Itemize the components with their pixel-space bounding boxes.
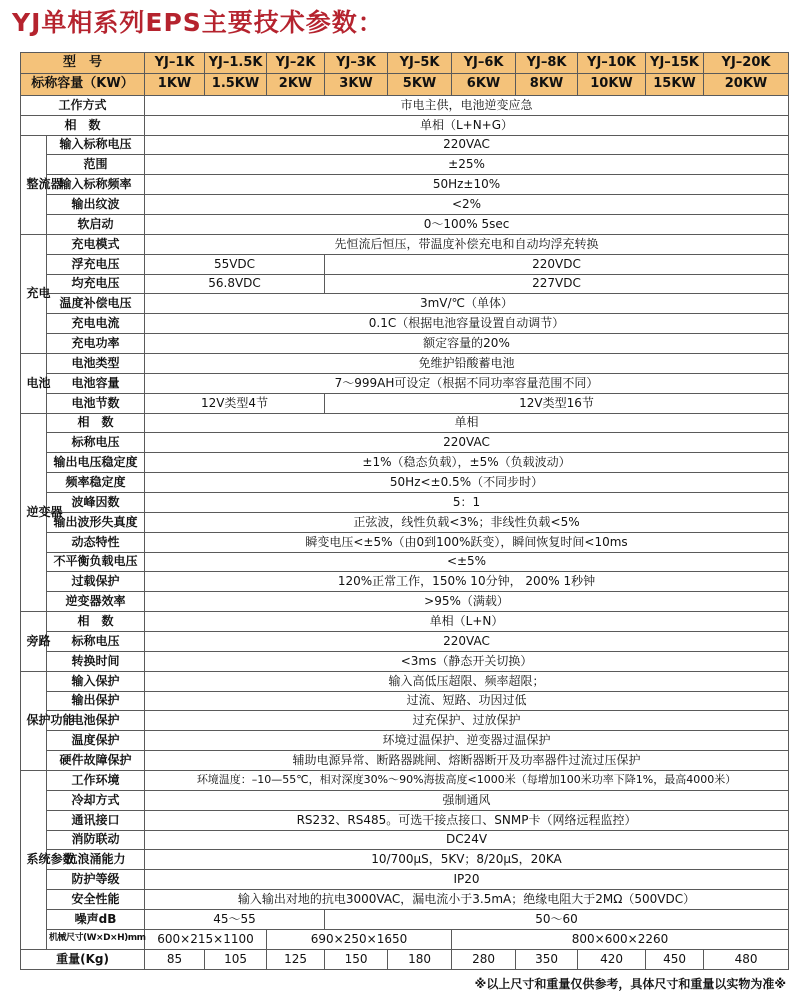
- spec-row: [21, 254, 789, 274]
- weight-cell: 420: [578, 949, 646, 969]
- model-cell: YJ–8K: [516, 53, 578, 74]
- row-value-small: 12V类型4节: [145, 393, 325, 413]
- dims-value: 800×600×2260: [452, 929, 789, 949]
- row-value: ±25%: [145, 155, 789, 175]
- weight-cell: 85: [145, 949, 205, 969]
- row-label: 充电电流: [47, 314, 145, 334]
- row-label: 充电模式: [47, 234, 145, 254]
- spec-row: [21, 532, 789, 552]
- row-value: 3mV/℃（单体）: [145, 294, 789, 314]
- row-value: 50Hz±10%: [145, 175, 789, 195]
- spec-row: [21, 135, 789, 155]
- spec-row: [21, 314, 789, 334]
- model-cell: YJ–1K: [145, 53, 205, 74]
- row-label: 重量(Kg): [21, 949, 145, 969]
- row-value: RS232、RS485。可选干接点接口、SNMP卡（网络远程监控）: [145, 810, 789, 830]
- spec-row: [21, 810, 789, 830]
- spec-row: [21, 870, 789, 890]
- spec-row: [21, 95, 789, 115]
- spec-row: [21, 453, 789, 473]
- row-value: 环境温度：–10—55℃，相对深度30%～90%海拔高度<1000米（每增加100米功率下降1%，最高4000米）: [145, 771, 789, 791]
- row-label: 电池类型: [47, 353, 145, 373]
- row-label: 硬件故障保护: [47, 751, 145, 771]
- page-title: YJ单相系列EPS主要技术参数：: [12, 8, 384, 37]
- row-value: 输入高低压超限、频率超限；: [145, 671, 789, 691]
- row-label: 输出波形失真度: [47, 512, 145, 532]
- spec-row: [21, 433, 789, 453]
- spec-row: [21, 751, 789, 771]
- row-value: 市电主供，电池逆变应急: [145, 95, 789, 115]
- row-value-small: 45～55: [145, 910, 325, 930]
- capacity-header-label: 标称容量（KW）: [21, 74, 145, 95]
- spec-row: [21, 929, 789, 949]
- row-label: 工作环境: [47, 771, 145, 791]
- row-value-large: 220VDC: [325, 254, 789, 274]
- spec-row: [21, 493, 789, 513]
- row-value: 先恒流后恒压，带温度补偿充电和自动均浮充转换: [145, 234, 789, 254]
- row-label: 消防联动: [47, 830, 145, 850]
- weight-cell: 280: [452, 949, 516, 969]
- spec-row: [21, 890, 789, 910]
- spec-row: [21, 572, 789, 592]
- row-label: 输出保护: [47, 691, 145, 711]
- weight-cell: 125: [267, 949, 325, 969]
- row-value: >95%（满载）: [145, 592, 789, 612]
- category-inverter: 逆变器: [21, 413, 47, 612]
- capacity-cell: 8KW: [516, 74, 578, 95]
- dims-value: 600×215×1100: [145, 929, 267, 949]
- row-label: 频率稳定度: [47, 473, 145, 493]
- header-row-models: [21, 53, 789, 74]
- row-value: 输入输出对地的抗电3000VAC，漏电流小于3.5mA；绝缘电阻大于2MΩ（500VDC）: [145, 890, 789, 910]
- capacity-cell: 1KW: [145, 74, 205, 95]
- spec-row: [21, 413, 789, 433]
- spec-row: [21, 612, 789, 632]
- model-cell: YJ–6K: [452, 53, 516, 74]
- row-value: 过流、短路、功因过低: [145, 691, 789, 711]
- row-label: 防护等级: [47, 870, 145, 890]
- capacity-cell: 2KW: [267, 74, 325, 95]
- category-rectifier: 整流器: [21, 135, 47, 234]
- capacity-cell: 10KW: [578, 74, 646, 95]
- row-label: 相 数: [47, 413, 145, 433]
- row-label: 不平衡负载电压: [47, 552, 145, 572]
- spec-row: [21, 910, 789, 930]
- spec-row: [21, 274, 789, 294]
- model-cell: YJ–3K: [325, 53, 388, 74]
- row-value: <±5%: [145, 552, 789, 572]
- row-value-large: 50～60: [325, 910, 789, 930]
- row-label: 噪声dB: [47, 910, 145, 930]
- spec-row: [21, 353, 789, 373]
- row-value: 0～100% 5sec: [145, 214, 789, 234]
- weight-cell: 180: [388, 949, 452, 969]
- weight-cell: 350: [516, 949, 578, 969]
- row-label: 充电功率: [47, 334, 145, 354]
- row-label: 软启动: [47, 214, 145, 234]
- row-value: 5：1: [145, 493, 789, 513]
- row-label: 抗浪涌能力: [47, 850, 145, 870]
- row-label: 相 数: [47, 612, 145, 632]
- row-label: 转换时间: [47, 651, 145, 671]
- model-cell: YJ–10K: [578, 53, 646, 74]
- row-label: 标称电压: [47, 632, 145, 652]
- row-label: 工作方式: [21, 95, 145, 115]
- model-cell: YJ–15K: [646, 53, 704, 74]
- row-label: 标称电压: [47, 433, 145, 453]
- row-value-small: 55VDC: [145, 254, 325, 274]
- spec-row: [21, 771, 789, 791]
- row-label: 通讯接口: [47, 810, 145, 830]
- row-label: 输入标称频率: [47, 175, 145, 195]
- category-bypass: 旁路: [21, 612, 47, 672]
- spec-row: [21, 473, 789, 493]
- row-label: 逆变器效率: [47, 592, 145, 612]
- weight-cell: 480: [704, 949, 789, 969]
- spec-row: [21, 711, 789, 731]
- row-value: 过充保护、过放保护: [145, 711, 789, 731]
- row-value: 220VAC: [145, 135, 789, 155]
- row-value: 额定容量的20%: [145, 334, 789, 354]
- row-label: 电池保护: [47, 711, 145, 731]
- row-value: 免维护铅酸蓄电池: [145, 353, 789, 373]
- spec-row: [21, 552, 789, 572]
- spec-row: [21, 592, 789, 612]
- row-value: 10/700μS，5KV；8/20μS，20KA: [145, 850, 789, 870]
- category-battery: 电池: [21, 353, 47, 413]
- row-value: 120%正常工作，150% 10分钟， 200% 1秒钟: [145, 572, 789, 592]
- capacity-cell: 3KW: [325, 74, 388, 95]
- row-value: ±1%（稳态负载），±5%（负载波动）: [145, 453, 789, 473]
- row-value: 单相: [145, 413, 789, 433]
- dims-value: 690×250×1650: [267, 929, 452, 949]
- row-value-small: 56.8VDC: [145, 274, 325, 294]
- spec-row: [21, 334, 789, 354]
- spec-table: [20, 52, 789, 970]
- row-value: 7～999AH可设定（根据不同功率容量范围不同）: [145, 373, 789, 393]
- row-value: 220VAC: [145, 433, 789, 453]
- row-value: <3ms（静态开关切换）: [145, 651, 789, 671]
- capacity-cell: 15KW: [646, 74, 704, 95]
- row-label: 输出电压稳定度: [47, 453, 145, 473]
- row-value: 单相（L+N+G）: [145, 115, 789, 135]
- spec-row: [21, 393, 789, 413]
- model-cell: YJ–1.5K: [205, 53, 267, 74]
- row-value: 强制通风: [145, 790, 789, 810]
- row-value: DC24V: [145, 830, 789, 850]
- row-label: 安全性能: [47, 890, 145, 910]
- spec-row: [21, 632, 789, 652]
- row-label: 过载保护: [47, 572, 145, 592]
- row-label: 动态特性: [47, 532, 145, 552]
- spec-row: [21, 155, 789, 175]
- row-value: 0.1C（根据电池容量设置自动调节）: [145, 314, 789, 334]
- spec-row: [21, 830, 789, 850]
- row-label: 温度补偿电压: [47, 294, 145, 314]
- row-value: IP20: [145, 870, 789, 890]
- weight-row: [21, 949, 789, 969]
- capacity-cell: 6KW: [452, 74, 516, 95]
- row-label: 冷却方式: [47, 790, 145, 810]
- spec-row: [21, 651, 789, 671]
- row-value: 220VAC: [145, 632, 789, 652]
- capacity-cell: 5KW: [388, 74, 452, 95]
- spec-row: [21, 373, 789, 393]
- row-label: 输出纹波: [47, 195, 145, 215]
- row-label: 温度保护: [47, 731, 145, 751]
- model-cell: YJ–20K: [704, 53, 789, 74]
- row-value: 环境过温保护、逆变器过温保护: [145, 731, 789, 751]
- footnote: ※以上尺寸和重量仅供参考，具体尺寸和重量以实物为准※: [474, 977, 786, 991]
- category-system: 系统参数: [21, 771, 47, 950]
- category-protection: 保护功能: [21, 671, 47, 770]
- row-value-large: 12V类型16节: [325, 393, 789, 413]
- row-value: <2%: [145, 195, 789, 215]
- row-value: 单相（L+N）: [145, 612, 789, 632]
- model-cell: YJ–5K: [388, 53, 452, 74]
- spec-row: [21, 691, 789, 711]
- row-label: 均充电压: [47, 274, 145, 294]
- row-value-large: 227VDC: [325, 274, 789, 294]
- category-charging: 充电: [21, 234, 47, 353]
- spec-row: [21, 115, 789, 135]
- capacity-cell: 20KW: [704, 74, 789, 95]
- row-label: 波峰因数: [47, 493, 145, 513]
- row-label: 电池容量: [47, 373, 145, 393]
- spec-row: [21, 234, 789, 254]
- weight-cell: 105: [205, 949, 267, 969]
- row-label: 浮充电压: [47, 254, 145, 274]
- model-header-label: 型 号: [21, 53, 145, 74]
- weight-cell: 150: [325, 949, 388, 969]
- spec-row: [21, 175, 789, 195]
- weight-cell: 450: [646, 949, 704, 969]
- row-value: 50Hz<±0.5%（不同步时）: [145, 473, 789, 493]
- header-row-capacity: [21, 74, 789, 95]
- spec-row: [21, 512, 789, 532]
- spec-row: [21, 214, 789, 234]
- row-label: 相 数: [21, 115, 145, 135]
- spec-row: [21, 790, 789, 810]
- row-label: 输入标称电压: [47, 135, 145, 155]
- model-cell: YJ–2K: [267, 53, 325, 74]
- row-value: 辅助电源异常、断路器跳闸、熔断器断开及功率器件过流过压保护: [145, 751, 789, 771]
- spec-row: [21, 731, 789, 751]
- row-label: 机械尺寸(W×D×H)mm: [47, 929, 145, 949]
- spec-row: [21, 671, 789, 691]
- row-label: 电池节数: [47, 393, 145, 413]
- capacity-cell: 1.5KW: [205, 74, 267, 95]
- row-value: 瞬变电压<±5%（由0到100%跃变），瞬间恢复时间<10ms: [145, 532, 789, 552]
- spec-row: [21, 195, 789, 215]
- row-value: 正弦波，线性负载<3%；非线性负载<5%: [145, 512, 789, 532]
- row-label: 范围: [47, 155, 145, 175]
- spec-row: [21, 850, 789, 870]
- row-label: 输入保护: [47, 671, 145, 691]
- spec-row: [21, 294, 789, 314]
